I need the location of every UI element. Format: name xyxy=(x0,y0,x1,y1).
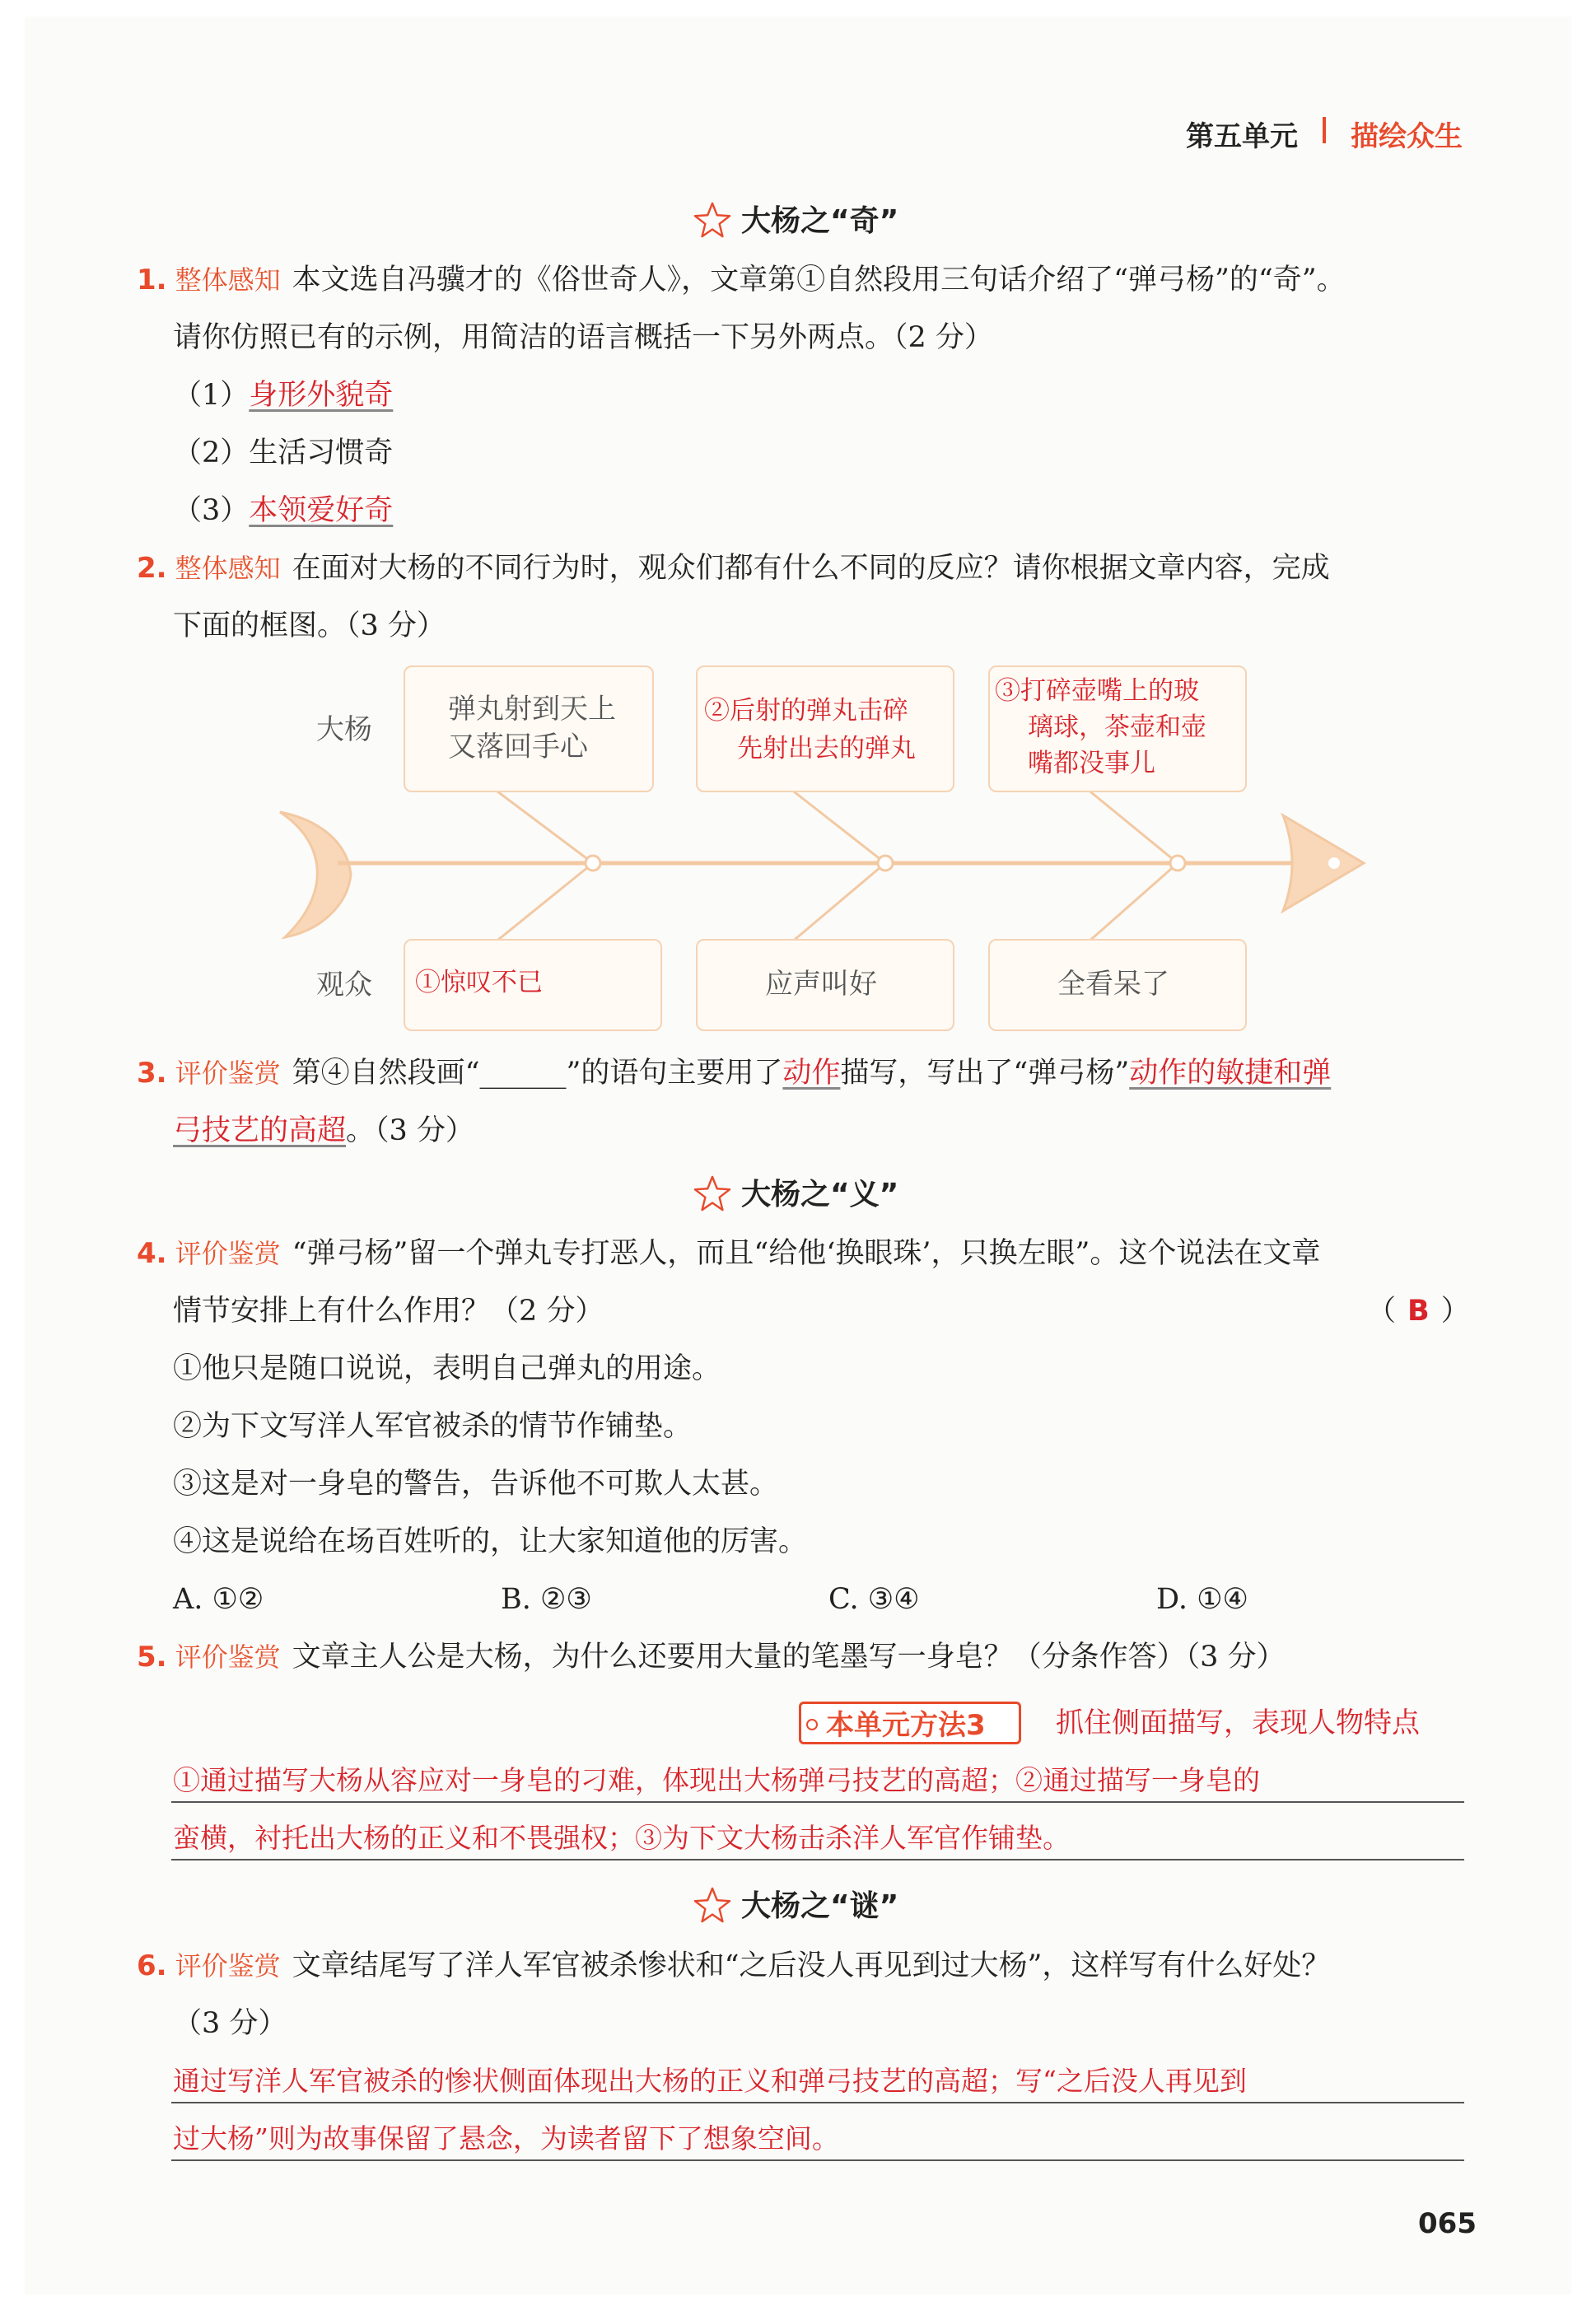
question-tag: 评价鉴赏 xyxy=(175,1238,281,1269)
box-text: 应声叫好 xyxy=(765,968,877,1001)
choice-c[interactable]: C. ③④ xyxy=(828,1583,920,1616)
question-text: ”的语句主要用了 xyxy=(566,1057,783,1090)
bone-node xyxy=(1170,856,1185,871)
box-bottom-1 xyxy=(404,939,662,1031)
answer-text: 本领爱好奇 xyxy=(249,494,394,527)
item-prefix: （1） xyxy=(173,379,250,412)
fish-head xyxy=(1283,815,1364,911)
box-bottom-2 xyxy=(696,939,954,1031)
question-number: 5. xyxy=(137,1641,167,1674)
box-top-2 xyxy=(696,665,954,792)
box-bottom-3 xyxy=(988,939,1247,1031)
question-text: 在面对大杨的不同行为时，观众们都有什么不同的反应？请你根据文章内容，完成 xyxy=(292,552,1330,585)
header-divider xyxy=(1323,117,1326,143)
section-title-2 xyxy=(693,1171,898,1213)
question-3 xyxy=(137,1044,1331,1102)
question-text: 。（3 分） xyxy=(346,1114,474,1147)
label-dayang: 大杨 xyxy=(316,713,372,746)
question-3-line2 xyxy=(173,1102,474,1160)
badge-dot-icon xyxy=(806,1719,818,1730)
method-badge xyxy=(799,1702,1021,1744)
box-text: 全看呆了 xyxy=(1057,968,1169,1001)
star-icon xyxy=(693,1886,731,1924)
q1-item-3 xyxy=(173,482,393,539)
q5-answer-line1: ①通过描写大杨从容应对一身皂的刁难，体现出大杨弹弓技艺的高超；②通过描写一身皂的 xyxy=(173,1764,1260,1796)
label-audience: 观众 xyxy=(316,969,372,1001)
box-text: 又落回手心 xyxy=(448,731,588,763)
bone-node xyxy=(586,856,600,871)
q1-item-1 xyxy=(173,366,393,424)
section-title-3 xyxy=(693,1883,898,1925)
question-6 xyxy=(137,1937,1330,1995)
bone-line xyxy=(791,789,885,863)
box-text: 弹丸射到天上 xyxy=(448,693,616,726)
q4-option-1: ①他只是随口说说，表明自己弹丸的用途。 xyxy=(173,1352,721,1385)
bracket-right: ） xyxy=(1440,1295,1470,1328)
question-tag: 评价鉴赏 xyxy=(175,1641,281,1673)
question-number: 4. xyxy=(137,1237,167,1270)
question-text: 本文选自冯骥才的《俗世奇人》，文章第①自然段用三句话介绍了“弹弓杨”的“奇”。 xyxy=(292,264,1346,296)
question-1 xyxy=(137,251,1346,309)
fish-tail-shape xyxy=(280,812,351,937)
choice-answer: B xyxy=(1407,1295,1430,1328)
answer-text: 弓技艺的高超 xyxy=(173,1114,347,1147)
fill-blank[interactable]: ______ xyxy=(479,1057,567,1090)
q4-option-4: ④这是说给在场百姓听的，让大家知道他的厉害。 xyxy=(173,1525,808,1558)
question-number: 6. xyxy=(137,1949,167,1982)
question-1-line2: 请你仿照已有的示例，用简洁的语言概括一下另外两点。（2 分） xyxy=(173,321,993,354)
box-answer: 璃球，茶壶和壶 xyxy=(1028,712,1206,742)
box-answer: ②后射的弹丸击碎 xyxy=(704,696,908,726)
question-4-line2: 情节安排上有什么作用？（2 分） xyxy=(173,1295,604,1328)
question-text: 描写，写出了“弹弓杨” xyxy=(840,1057,1130,1090)
answer-text: 动作的敏捷和弹 xyxy=(1129,1057,1332,1090)
box-answer: ①惊叹不已 xyxy=(415,968,543,997)
choice-b[interactable]: B. ②③ xyxy=(501,1583,592,1616)
box-top-3 xyxy=(988,665,1247,792)
unit-topic: 描绘众生 xyxy=(1351,120,1463,153)
question-4 xyxy=(137,1225,1320,1282)
star-icon xyxy=(693,1174,731,1212)
badge-text: 本单元方法3 xyxy=(826,1709,986,1742)
q6-answer-line2: 过大杨”则为故事保留了悬念，为读者留下了想象空间。 xyxy=(173,2122,839,2155)
box-top-1 xyxy=(404,665,654,792)
question-6-line2: （3 分） xyxy=(173,2007,287,2040)
answer-rule xyxy=(171,1801,1464,1803)
q5-answer-line2: 蛮横，衬托出大杨的正义和不畏强权；③为下文大杨击杀洋人军官作铺垫。 xyxy=(173,1822,1070,1854)
star-icon xyxy=(693,201,731,239)
choice-d[interactable]: D. ①④ xyxy=(1156,1583,1248,1616)
question-tag: 整体感知 xyxy=(175,264,281,296)
section-title-text-3: 大杨之“谜” xyxy=(741,1889,899,1923)
q4-option-3: ③这是对一身皂的警告，告诉他不可欺人太甚。 xyxy=(173,1468,779,1501)
q4-option-2: ②为下文写洋人军官被杀的情节作铺垫。 xyxy=(173,1410,693,1443)
question-text: 文章结尾写了洋人军官被杀惨状和“之后没人再见到过大杨”，这样写有什么好处？ xyxy=(292,1949,1331,1982)
answer-rule xyxy=(171,1859,1464,1860)
bone-line xyxy=(494,863,593,943)
question-text: 第④自然段画“ xyxy=(292,1057,480,1090)
question-2 xyxy=(137,539,1330,597)
answer-bracket[interactable] xyxy=(1367,1282,1470,1340)
bone-line xyxy=(791,863,885,943)
box-answer: ③打碎壶嘴上的玻 xyxy=(995,676,1199,706)
answer-text: 身形外貌奇 xyxy=(249,379,394,412)
question-5 xyxy=(137,1628,1286,1686)
question-number: 1. xyxy=(137,264,167,296)
question-tag: 整体感知 xyxy=(175,553,281,584)
unit-title: 第五单元 xyxy=(1186,120,1298,153)
answer-rule xyxy=(171,2159,1464,2161)
section-title-text-1: 大杨之“奇” xyxy=(741,204,899,238)
question-tag: 评价鉴赏 xyxy=(175,1057,281,1089)
box-answer: 先射出去的弹丸 xyxy=(737,734,916,763)
bone-node xyxy=(878,856,893,871)
question-text: “弹弓杨”留一个弹丸专打恶人，而且“给他‘换眼珠’，只换左眼”。这个说法在文章 xyxy=(292,1237,1321,1270)
fish-eye xyxy=(1328,857,1340,869)
bracket-left: （ xyxy=(1367,1295,1397,1328)
section-title-1 xyxy=(693,198,898,240)
q6-answer-line1: 通过写洋人军官被杀的惨状侧面体现出大杨的正义和弹弓技艺的高超；写“之后没人再见到 xyxy=(173,2065,1247,2097)
question-text: 文章主人公是大杨，为什么还要用大量的笔墨写一身皂？（分条作答）（3 分） xyxy=(292,1641,1286,1674)
bone-line xyxy=(1087,789,1178,863)
choice-a[interactable]: A. ①② xyxy=(173,1583,264,1616)
page-number: 065 xyxy=(1418,2207,1477,2240)
q1-item-2: （2）生活习惯奇 xyxy=(173,437,394,469)
question-number: 3. xyxy=(137,1057,167,1090)
question-tag: 评价鉴赏 xyxy=(175,1950,281,1982)
question-2-line2: 下面的框图。（3 分） xyxy=(173,609,446,642)
bone-line xyxy=(494,789,593,863)
item-prefix: （3） xyxy=(173,494,250,527)
method-hint: 抓住侧面描写，表现人物特点 xyxy=(1056,1706,1420,1739)
answer-text: 动作 xyxy=(782,1057,841,1090)
section-title-text-2: 大杨之“义” xyxy=(741,1178,899,1212)
question-number: 2. xyxy=(137,552,167,585)
bone-line xyxy=(1087,863,1178,943)
answer-rule xyxy=(171,2102,1464,2103)
box-answer: 嘴都没事儿 xyxy=(1028,749,1155,778)
